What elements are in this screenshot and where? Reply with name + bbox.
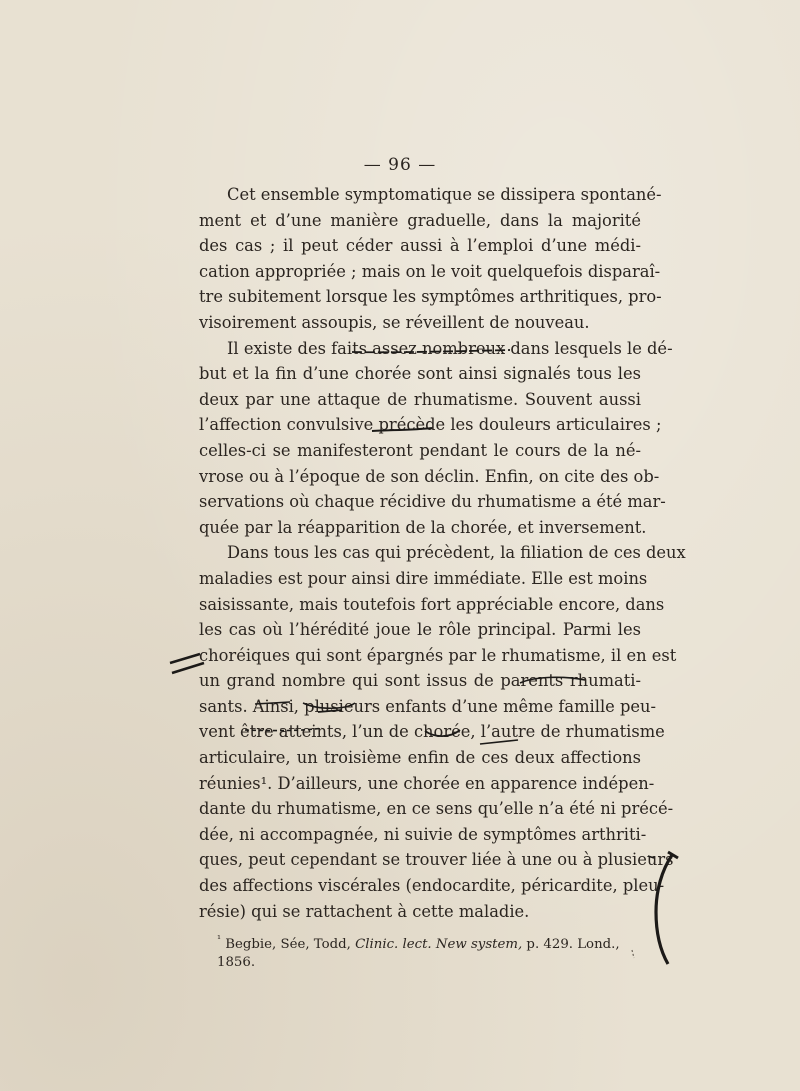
margin-arrow-mark xyxy=(170,654,200,663)
text-line: des affections viscérales (endocardite, péricardite, pleu- xyxy=(199,876,665,896)
arc-mark xyxy=(520,677,585,683)
text-line: l’affection convulsive précède les douleurs articulaires ; xyxy=(199,415,662,435)
text-line: cation appropriée ; mais on le voit quelquefois disparaî- xyxy=(199,261,661,281)
text-line: deux par une attaque de rhumatisme. Souvent aussi xyxy=(199,389,641,409)
text-line: Dans tous les cas qui précèdent, la filiation de ces deux xyxy=(227,543,686,563)
text-line: sants. Ainsi, plusieurs enfants d’une même famille peu- xyxy=(199,696,657,716)
underline-mark xyxy=(318,710,342,712)
underline-mark xyxy=(245,728,322,731)
underline-mark xyxy=(255,702,290,704)
text-line: articulaire, un troisième enfin de ces deux affections xyxy=(199,748,641,768)
text-line: Cet ensemble symptomatique se dissipera spontané- xyxy=(227,185,662,204)
text-line: celles-ci se manifesteront pendant le cours de la né- xyxy=(199,440,641,460)
text-line: dante du rhumatisme, en ce sens qu’elle n’a été ni précé- xyxy=(199,799,674,819)
arc-mark xyxy=(303,703,355,708)
footnote-marker: ¹ xyxy=(217,934,222,946)
text-line: servations où chaque récidive du rhumatisme a été mar- xyxy=(199,492,666,512)
underline-mark xyxy=(372,428,432,431)
text-line: quée par la réapparition de la chorée, et inversement. xyxy=(199,517,647,537)
text-line: visoirement assoupis, se réveillent de nouveau. xyxy=(199,312,590,332)
margin-arrow-mark xyxy=(172,663,204,673)
small-mark xyxy=(632,950,634,958)
text-line: ques, peut cependant se trouver liée à une ou à plusieurs xyxy=(199,850,674,870)
footnote-text-before: Begbie, Sée, Todd, xyxy=(225,937,356,952)
text-line: vent être atteints, l’un de chorée, l’autre de rhumatisme xyxy=(199,722,665,742)
text-line: saisissante, mais toutefois fort appréciable encore, dans xyxy=(199,594,665,614)
text-line: ment et d’une manière graduelle, dans la majorité xyxy=(199,210,641,230)
text-line: choréiques qui sont épargnés par le rhumatisme, il en est xyxy=(199,645,677,665)
text-line: vrose ou à l’époque de son déclin. Enfin, on cite des ob- xyxy=(199,466,660,486)
small-mark xyxy=(648,856,654,858)
text-line: dée, ni accompagnée, ni suivie de symptômes arthriti- xyxy=(199,824,647,844)
margin-bracket-mark xyxy=(656,855,672,964)
text-line: résie) qui se rattachent à cette maladie. xyxy=(199,901,530,921)
text-line: Il existe des faits assez nombreux dans lesquels le dé- xyxy=(227,338,673,358)
text-line: tre subitement lorsque les symptômes arthritiques, pro- xyxy=(199,287,662,307)
footnote-italic: Clinic. lect. New system, xyxy=(355,937,523,952)
arc-mark xyxy=(425,730,460,736)
text-line: maladies est pour ainsi dire immédiate. Elle est moins xyxy=(199,568,648,588)
footnote-text-after: p. 429. Lond., 1856. xyxy=(217,937,620,970)
text-line: réunies¹. D’ailleurs, une chorée en apparence indépen- xyxy=(199,773,655,793)
text-line: un grand nombre qui sont issus de parents rhumati- xyxy=(199,671,641,691)
text-line: but et la fin d’une chorée sont ainsi signalés tous les xyxy=(199,364,641,384)
underline-mark xyxy=(352,350,510,352)
strike-mark xyxy=(480,740,518,744)
text-line: les cas où l’hérédité joue le rôle principal. Parmi les xyxy=(199,620,641,640)
page-number: — 96 — xyxy=(363,155,437,175)
text-line: des cas ; il peut céder aussi à l’emploi d’une médi- xyxy=(199,236,641,256)
